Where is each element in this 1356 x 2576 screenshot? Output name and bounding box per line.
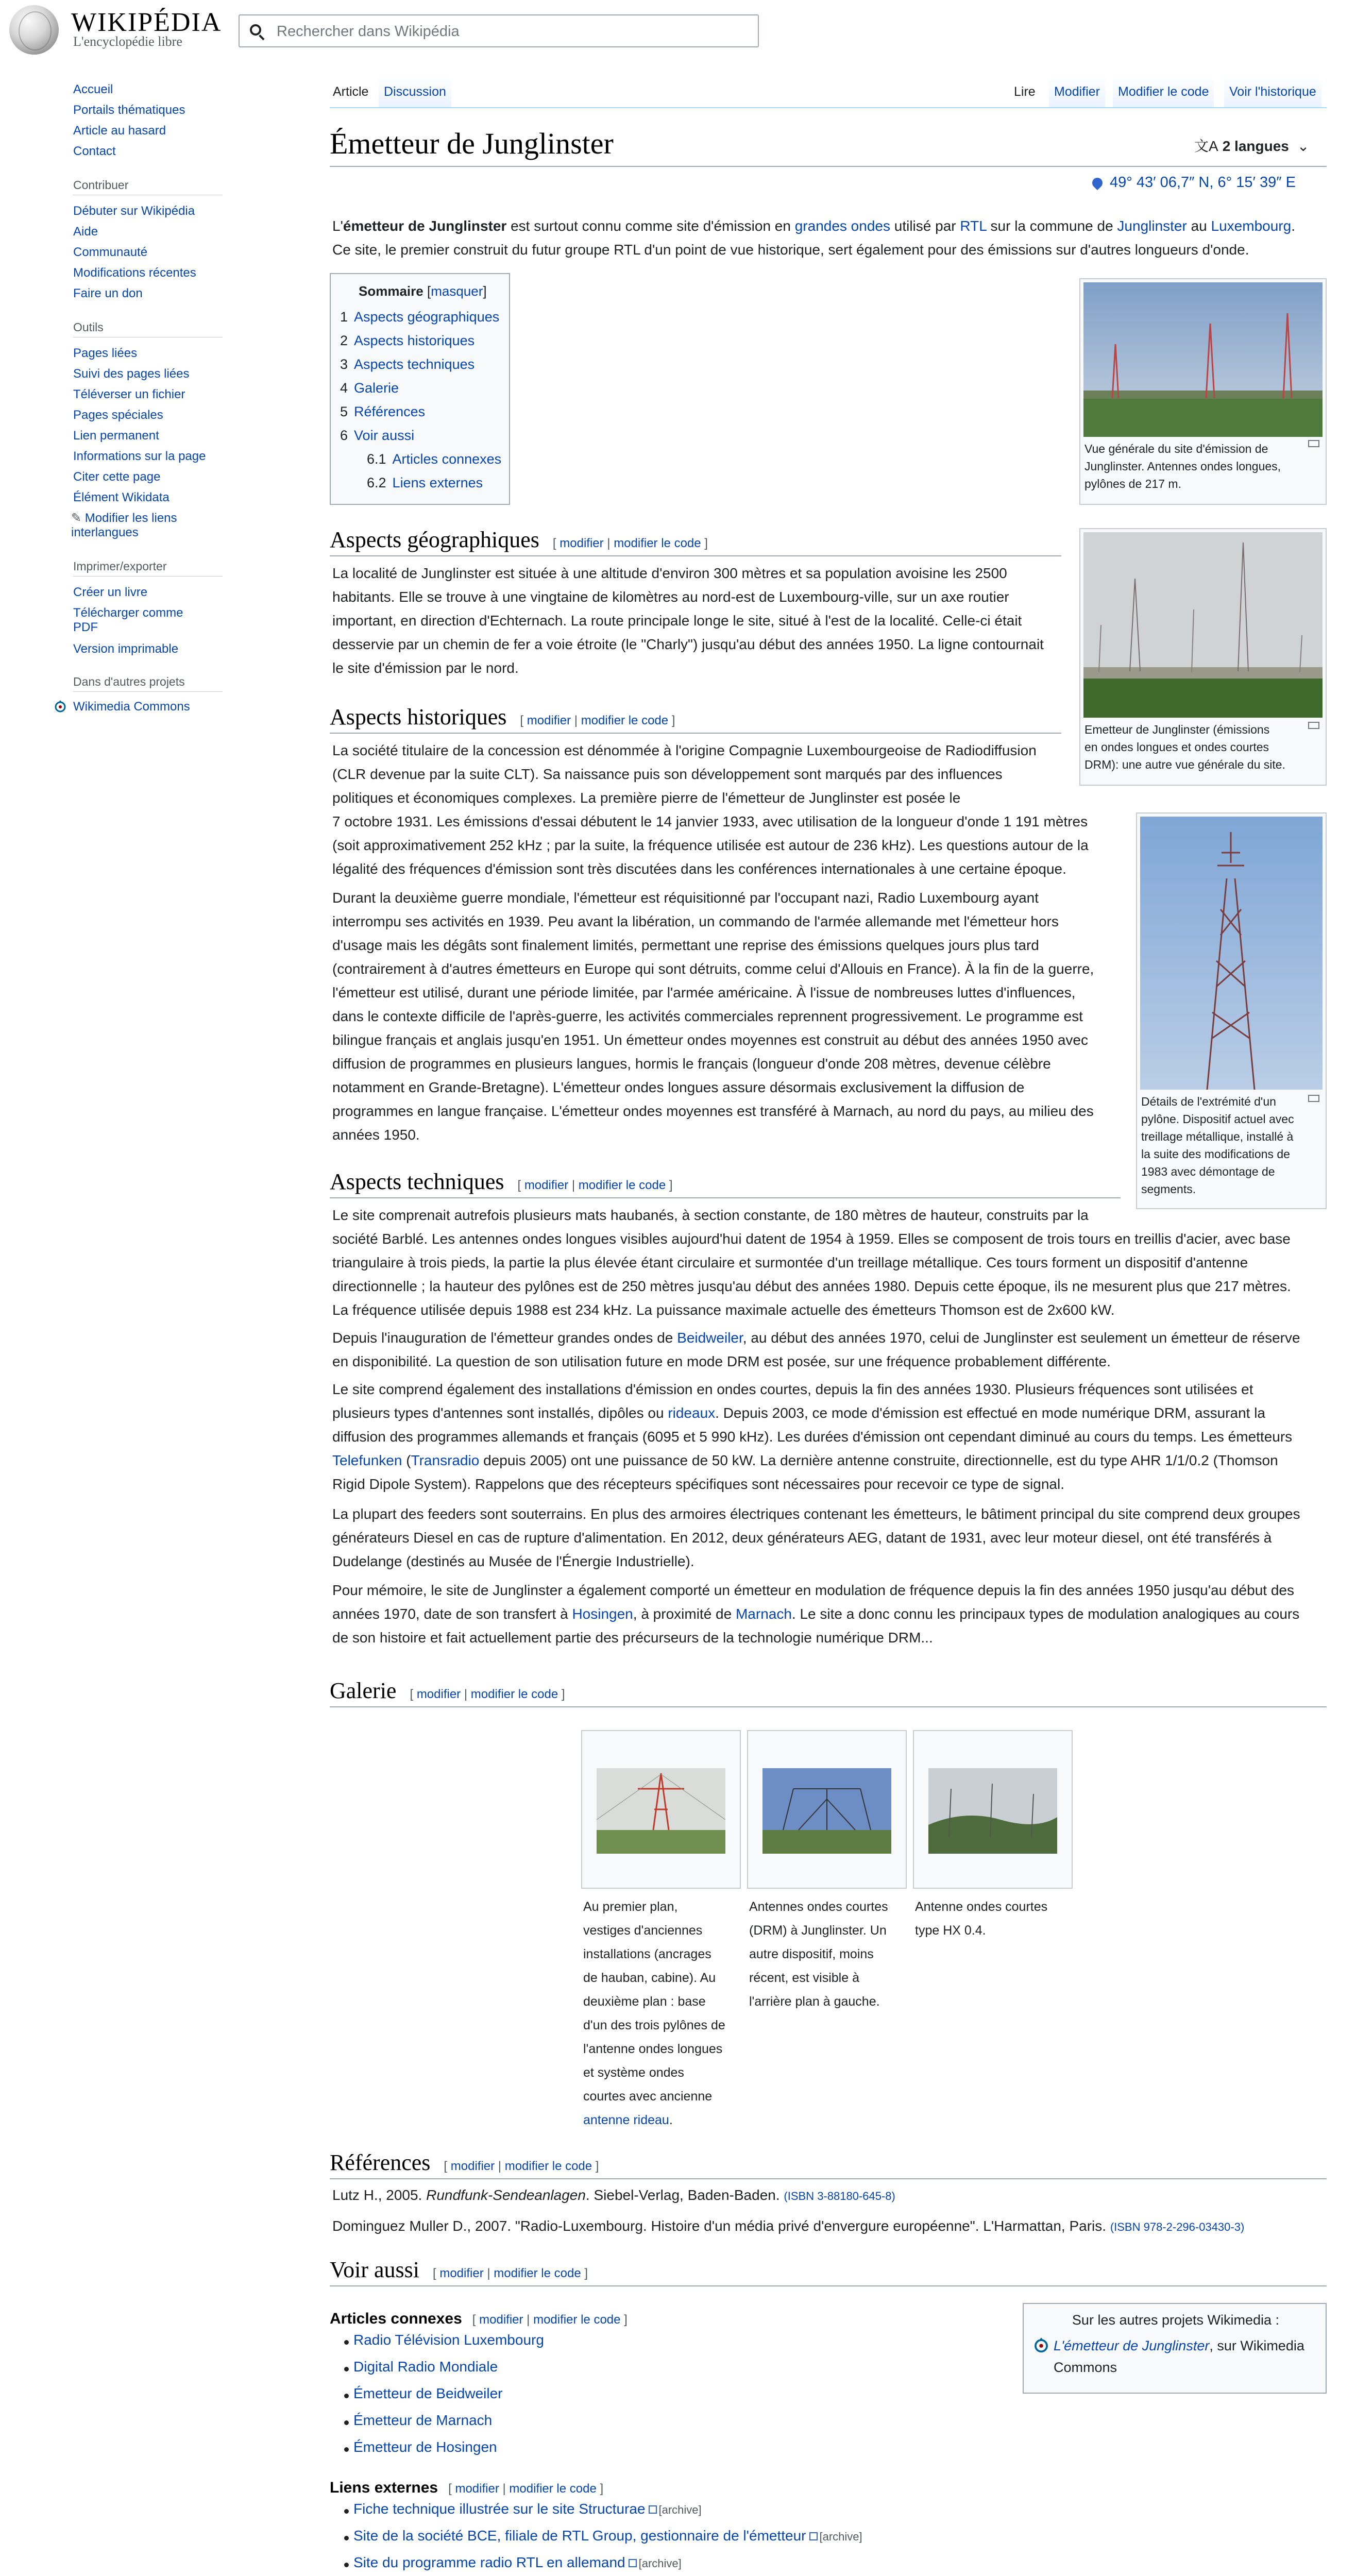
photo-hx-antenna[interactable]: [928, 1768, 1057, 1854]
section-heading-tech: [330, 1168, 673, 1195]
edit-code-link[interactable]: modifier le code: [504, 2159, 592, 2173]
external-link-item: [353, 2554, 682, 2571]
text: années 1970, date de son transfert à: [332, 1606, 572, 1622]
heading-divider: [330, 733, 1061, 734]
section-heading-refs: [330, 2149, 599, 2176]
text-line: diffusion de programmes en plusieurs langues, hormis le français (longueur d'onde 208 mètres, devenue célèbre: [332, 1056, 1051, 1072]
caption-line: segments.: [1141, 1182, 1196, 1196]
sidebar-item-pages-liees[interactable]: Pages liées: [73, 346, 138, 360]
link-hosingen[interactable]: Hosingen: [572, 1606, 633, 1622]
toc-num: 1: [340, 309, 348, 325]
subsection-heading-externes: [330, 2479, 603, 2497]
text-line: (soit approximativement 252 kHz ; par la suite, la fréquence utilisée est autour de 236 kHz). Les questions autour de la: [332, 837, 1089, 853]
commons-link[interactable]: L'émetteur de Junglinster: [1054, 2338, 1210, 2353]
caption-line: courtes avec ancienne: [583, 2089, 713, 2104]
related-article-link[interactable]: Émetteur de Hosingen: [353, 2439, 497, 2455]
edit-code-link[interactable]: modifier le code: [614, 536, 701, 550]
gallery-caption: [749, 1895, 907, 2013]
thumbnail-caption: [1084, 721, 1285, 773]
caption-line: pylônes de 217 m.: [1084, 477, 1181, 490]
text-line: Le site comprenait autrefois plusieurs mats haubanés, à section constante, de 180 mètres de hauteur, construits par la: [332, 1207, 1089, 1223]
toc-item[interactable]: [340, 333, 474, 348]
related-article-link[interactable]: Digital Radio Mondiale: [353, 2359, 498, 2375]
sidebar-heading-contribuer: Contribuer: [73, 178, 129, 192]
sidebar-heading-outils: Outils: [73, 320, 104, 334]
edit-link[interactable]: modifier: [560, 536, 604, 550]
text-line: interrompu ses activités en 1939. Peu avant la libération, un commando de l'armée allemande met l'émetteur hors: [332, 913, 1059, 929]
edit-links: [ modifier | modifier le code ]: [517, 1178, 673, 1192]
coordinates-link[interactable]: [1092, 174, 1296, 191]
text-line: 7 octobre 1931. Les émissions d'essai débutent le 14 janvier 1933, avec utilisation de la longueur d'onde 1 191 mètres: [332, 814, 1088, 829]
tech-paragraph-1: [332, 1204, 1291, 1322]
edit-link[interactable]: modifier: [416, 1687, 461, 1701]
text-line: le site d'émission par le nord.: [332, 660, 519, 676]
edit-code-link[interactable]: modifier le code: [470, 1687, 558, 1701]
caption-line: Au premier plan,: [583, 1900, 678, 1914]
heading-divider: [330, 2285, 1327, 2286]
text: Depuis l'inauguration de l'émetteur grandes ondes de: [332, 1330, 677, 1346]
text-line: notamment en Grande-Bretagne). L'émetteur ondes longues assure désormais exclusivement la diffusion de: [332, 1079, 1025, 1095]
caption-line: Emetteur de Junglinster (émissions: [1084, 723, 1270, 736]
edit-code-link[interactable]: modifier le code: [509, 2482, 597, 2496]
sidebar-item-citer[interactable]: Citer cette page: [73, 470, 161, 484]
tech-paragraph-5: [332, 1579, 1299, 1650]
caption-line: l'antenne ondes longues: [583, 2042, 723, 2056]
photo-towers-general[interactable]: [1083, 282, 1323, 437]
edit-code-link[interactable]: modifier le code: [533, 2313, 621, 2327]
section-heading-galerie: [330, 1677, 565, 1704]
sidebar-item-pages-speciales[interactable]: Pages spéciales: [73, 408, 163, 422]
edit-code-link[interactable]: modifier le code: [578, 1178, 666, 1192]
toc-item[interactable]: [340, 357, 474, 372]
sidebar-item-pdf[interactable]: Télécharger comme PDF: [73, 606, 183, 634]
tab-modifier-code[interactable]: Modifier le code: [1113, 76, 1214, 107]
text-line: en disponibilité. La question de son utilisation future en mode DRM est posée, sur une fréquence probablement différente.: [332, 1353, 1111, 1369]
thumbnail-caption: [1084, 440, 1281, 493]
table-of-contents: [330, 273, 510, 505]
toc-item[interactable]: [340, 380, 399, 396]
caption-line: treillage métallique, installé à: [1141, 1130, 1294, 1143]
link-junglinster[interactable]: Junglinster: [1117, 218, 1187, 234]
sidebar-item-wikidata[interactable]: Élément Wikidata: [73, 490, 170, 504]
edit-links: [ modifier | modifier le code ]: [444, 2159, 599, 2173]
search-box[interactable]: [239, 14, 759, 47]
text: L': [332, 218, 343, 234]
commons-icon: [1033, 2337, 1049, 2353]
text: . Siebel-Verlag, Baden-Baden.: [585, 2187, 784, 2203]
bullet: [344, 2367, 349, 2371]
coordinates-text: 49° 43′ 06,7″ N, 6° 15′ 39″ E: [1110, 174, 1296, 191]
hist-paragraph-2: [332, 886, 1094, 1147]
caption-line: et système ondes: [583, 2065, 684, 2080]
text-line: (CLR devenue par la suite CLT). Sa naissance puis son développement sont marqués par des influences: [332, 766, 1003, 782]
chevron-down-icon: ⌄: [1297, 138, 1310, 154]
external-link[interactable]: Site du programme radio RTL en allemand: [353, 2554, 625, 2570]
section-heading-voir: [330, 2257, 588, 2283]
caption-line: de hauban, cabine). Au: [583, 1971, 716, 1985]
external-link-icon: [649, 2505, 657, 2514]
text-line: dans le contexte difficile de l'après-guerre, les activités commerciales reprennent progressivement. Le programme est: [332, 1008, 1083, 1024]
toc-item[interactable]: [367, 475, 483, 490]
toc-num: 4: [340, 380, 348, 396]
text-line: La société titulaire de la concession est dénommée à l'origine Compagnie Luxembourgeoise de Radiodiffusion: [332, 742, 1037, 758]
commons-entry: [1054, 2335, 1304, 2378]
enlarge-icon[interactable]: [1308, 722, 1319, 729]
heading-text: Liens externes: [330, 2479, 438, 2496]
heading-divider: [330, 555, 1061, 556]
bullet: [344, 2536, 349, 2540]
caption-line: l'arrière plan à gauche.: [749, 1994, 880, 2009]
toc-link[interactable]: Références: [354, 404, 426, 419]
sidebar-item-aide[interactable]: Aide: [73, 225, 98, 239]
italic-text: Rundfunk-Sendeanlagen: [426, 2187, 586, 2203]
text-line: triangulaire à trois pieds, la partie la plus élevée étant circulaire et surmontée d'un treillage métallique. Ces tours forment un dispositif d'antenne: [332, 1255, 1248, 1270]
external-link-icon: [629, 2559, 637, 2567]
language-button[interactable]: [1194, 135, 1309, 156]
external-link[interactable]: Site de la société BCE, filiale de RTL Group, gestionnaire de l'émetteur: [353, 2528, 806, 2544]
heading-text: Aspects historiques: [330, 704, 507, 730]
text: Dominguez Muller D., 2007. "Radio-Luxembourg. Histoire d'un média privé d'envergure européenne". L'Harmattan, Paris.: [332, 2218, 1110, 2234]
text-line: directionnelle ; la hauteur des pylônes est de 250 mètres jusqu'au début des années 1980. Depuis cette époque, ils ne mesurent plus que 217 mètres.: [332, 1278, 1291, 1294]
text: au: [1186, 218, 1211, 234]
text: .: [669, 2113, 673, 2127]
sidebar-item-communaute[interactable]: Communauté: [73, 245, 148, 259]
toc-num: 6.1: [367, 451, 386, 467]
link-marnach[interactable]: Marnach: [735, 1606, 792, 1622]
caption-line: deuxième plan : base: [583, 1994, 706, 2009]
bullet: [344, 2340, 349, 2345]
page-title: Émetteur de Junglinster: [330, 127, 614, 160]
heading-text: Articles connexes: [330, 2310, 462, 2327]
text: . Depuis 2003, ce mode d'émission est effectué en mode numérique DRM, assurant la: [715, 1405, 1265, 1421]
sidebar-item-accueil[interactable]: Accueil: [73, 82, 113, 96]
text-line: desservie par un chemin de fer a voie étroite (le "Charly") jusqu'au début des années 1950. La ligne contournait: [332, 636, 1044, 652]
caption-line: Antenne ondes courtes: [915, 1900, 1048, 1914]
archive-link[interactable]: [archive]: [819, 2530, 862, 2543]
toc-link[interactable]: Aspects géographiques: [354, 309, 500, 325]
section-heading-geo: [330, 527, 708, 553]
thumbnail-figure: [1136, 812, 1327, 1209]
toc-num: 6: [340, 428, 348, 443]
text: . Le site a donc connu les principaux types de modulation analogiques au cours: [791, 1606, 1300, 1622]
link-luxembourg[interactable]: Luxembourg: [1211, 218, 1292, 234]
edit-links: [ modifier | modifier le code ]: [472, 2313, 628, 2327]
edit-links: [ modifier | modifier le code ]: [448, 2482, 604, 2496]
text-line: années 1950.: [332, 1127, 420, 1143]
toc-item[interactable]: [340, 309, 499, 325]
sidebar-heading-imprimer: Imprimer/exporter: [73, 560, 167, 573]
toc-link[interactable]: Galerie: [354, 380, 399, 396]
sidebar-item-contact[interactable]: Contact: [73, 144, 116, 158]
tech-paragraph-4: [332, 1502, 1300, 1573]
text-line: Le site comprend également des installations d'émission en ondes courtes, depuis la fin des années 1930. Plusieurs fréquences sont utilisées et: [332, 1381, 1253, 1397]
toc-num: 6.2: [367, 475, 386, 490]
toc-link[interactable]: Articles connexes: [392, 451, 502, 467]
hist-paragraph-1: [332, 739, 1089, 881]
gallery-item: [913, 1730, 1073, 1889]
sidebar-heading-autres-projets: Dans d'autres projets: [73, 675, 185, 688]
sidebar-divider: [73, 576, 223, 577]
toc-item[interactable]: [340, 404, 425, 419]
sidebar-item-creer-livre[interactable]: Créer un livre: [73, 585, 148, 599]
text: , à proximité de: [633, 1606, 736, 1622]
edit-links: [ modifier | modifier le code ]: [520, 714, 675, 727]
caption-line: pylône. Dispositif actuel avec: [1141, 1112, 1294, 1126]
text-line: important, en direction d'Echternach. La route principale longe le site, situé à l'est de la localité. Celle-ci était: [332, 613, 1022, 629]
edit-links: [ modifier | modifier le code ]: [552, 536, 708, 550]
external-link-item: [353, 2528, 862, 2544]
caption-line: en ondes longues et ondes courtes: [1084, 740, 1269, 754]
external-link[interactable]: Fiche technique illustrée sur le site Structurae: [353, 2501, 646, 2517]
sidebar-divider: [73, 691, 223, 692]
caption-line: Détails de l'extrémité d'un: [1141, 1095, 1276, 1108]
photo-pylon-top[interactable]: [1140, 817, 1323, 1090]
bullet: [344, 2509, 349, 2514]
tab-historique[interactable]: Voir l'historique: [1224, 76, 1321, 107]
heading-text: Galerie: [330, 1678, 397, 1703]
text-line: habitants. Elle se trouve à une vingtaine de kilomètres au nord-est de Luxembourg-ville, sur un axe routier: [332, 589, 1009, 605]
related-article-link[interactable]: Émetteur de Beidweiler: [353, 2385, 503, 2401]
photo-drm-antennas[interactable]: [762, 1768, 891, 1854]
map-pin-icon: [1090, 176, 1105, 190]
section-heading-hist: [330, 704, 675, 730]
caption-line: (DRM) à Junglinster. Un: [749, 1923, 887, 1938]
photo-site-other-view[interactable]: [1083, 532, 1323, 718]
tech-paragraph-2: [332, 1326, 1300, 1374]
edit-code-link[interactable]: modifier le code: [494, 2266, 581, 2280]
edit-link[interactable]: modifier: [450, 2159, 495, 2173]
wordmark[interactable]: WIKIPÉDIA: [71, 8, 222, 37]
text: depuis 2005) ont une puissance de 50 kW. La dernière antenne construite, directionnelle, est du type AHR 1/1/0.2 (Thomson: [479, 1452, 1278, 1468]
edit-code-link[interactable]: modifier le code: [581, 714, 669, 727]
caption-line: Junglinster. Antennes ondes longues,: [1084, 460, 1281, 473]
sidebar-item-televerser[interactable]: Téléverser un fichier: [73, 387, 185, 401]
title-divider: [330, 166, 1327, 167]
gallery-item: [747, 1730, 907, 1889]
translate-icon: 文A: [1194, 138, 1218, 154]
toc-header: Sommaire [masquer]: [359, 283, 487, 299]
tab-discussion[interactable]: Discussion: [379, 76, 451, 107]
text-line: Dudelange (destinés au Musée de l'Énergie Industrielle).: [332, 1553, 694, 1569]
toc-link[interactable]: Liens externes: [392, 475, 483, 490]
caption-line: 1983 avec démontage de: [1141, 1165, 1275, 1178]
toc-title: Sommaire: [359, 283, 423, 299]
text-line: diffusion des programmes allemands et français (6095 et 5 990 kHz). Les durées d'émission ont cependant diminué au cours du temps. Les émetteurs: [332, 1429, 1293, 1445]
caption-line: installations (ancrages: [583, 1947, 711, 1961]
toc-num: 2: [340, 333, 348, 348]
caption-line: Antennes ondes courtes: [749, 1900, 888, 1914]
text: Lutz H., 2005.: [332, 2187, 427, 2203]
text-line: Rigid Dipole System). Rappelons que des récepteurs spécifiques sont nécessaires pour recevoir ce type de signal.: [332, 1476, 1064, 1492]
caption-line: d'un des trois pylônes de: [583, 2018, 725, 2032]
caption-line: la suite des modifications de: [1141, 1147, 1290, 1161]
sister-projects-box: [1023, 2303, 1327, 2394]
text-line: société Barblé. Les antennes ondes longues visibles aujourd'hui datent de 1954 à 1959. Elles se composent de trois tours en treillis d'acier, avec base: [332, 1231, 1291, 1247]
text-line: légalité des fréquences d'émission sont très discutées dans les conférences internationales à une certaine époque.: [332, 861, 1066, 877]
thumbnail-caption: [1141, 1093, 1294, 1198]
sister-projects-heading: Sur les autres projets Wikimedia :: [1072, 2312, 1280, 2328]
thumbnail-figure: [1079, 278, 1327, 505]
related-article-link[interactable]: Radio Télévision Luxembourg: [353, 2332, 544, 2348]
text-line: bilingue français et anglais jusqu'en 1951. Un émetteur ondes moyennes est construit au début des années 1950 avec: [332, 1032, 1088, 1048]
edit-link[interactable]: modifier: [479, 2313, 523, 2327]
wikipedia-globe-logo[interactable]: [9, 5, 59, 55]
text-line: politiques et économiques complexes. La première pierre de l'émetteur de Junglinster est posée le: [332, 790, 961, 806]
toc-num: 5: [340, 404, 348, 419]
text-line: générateurs Diesel en cas de rupture d'alimentation. En 2012, deux générateurs AEG, datant de 1931, avec leur moteur diesel, ont été transférés à: [332, 1530, 1272, 1546]
bold-text: émetteur de Junglinster: [343, 218, 507, 234]
text: .: [1291, 218, 1295, 234]
edit-link[interactable]: modifier: [524, 1178, 569, 1192]
isbn-link[interactable]: (ISBN 978-2-296-03430-3): [1110, 2221, 1245, 2233]
intro-paragraph: [332, 214, 1295, 262]
external-link-icon: [809, 2532, 818, 2540]
enlarge-icon[interactable]: [1308, 440, 1319, 447]
sidebar-item-portails[interactable]: Portails thématiques: [73, 103, 185, 117]
tech-paragraph-3: [332, 1378, 1292, 1496]
sidebar-item-suivi[interactable]: Suivi des pages liées: [73, 367, 190, 381]
sidebar-item-don[interactable]: Faire un don: [73, 286, 143, 300]
reference-2: [332, 2214, 1244, 2239]
text: sur la commune de: [986, 218, 1117, 234]
text-line: de son histoire et fait actuellement partie des précurseurs de la technologie numérique DRM...: [332, 1630, 933, 1646]
subsection-heading-connexes: [330, 2310, 628, 2328]
sidebar-item-commons[interactable]: Wikimedia Commons: [73, 700, 190, 714]
toc-link[interactable]: Aspects historiques: [354, 333, 475, 348]
edit-links: [ modifier | modifier le code ]: [432, 2266, 588, 2280]
toc-item[interactable]: [367, 451, 501, 467]
sidebar-item-debuter[interactable]: Débuter sur Wikipédia: [73, 204, 195, 218]
edit-links: [ modifier | modifier le code ]: [410, 1687, 565, 1701]
tagline: L'encyclopédie libre: [73, 34, 182, 49]
text-line: Commons: [1054, 2360, 1117, 2375]
sidebar-item-label: Modifier les liens interlangues: [71, 511, 177, 539]
tab-article[interactable]: Article: [328, 76, 374, 107]
toc-item[interactable]: [340, 428, 414, 443]
language-count: 2 langues: [1222, 138, 1289, 154]
gallery-item: [581, 1730, 741, 1889]
heading-text: Voir aussi: [330, 2257, 419, 2282]
isbn-link[interactable]: (ISBN 3-88180-645-8): [784, 2190, 895, 2202]
toc-link[interactable]: Voir aussi: [354, 428, 415, 443]
text: plusieurs types d'antennes sont installés, dipôles ou: [332, 1405, 668, 1421]
enlarge-icon[interactable]: [1308, 1095, 1319, 1102]
toc-link[interactable]: Aspects techniques: [354, 357, 475, 372]
search-input[interactable]: [276, 20, 741, 43]
edit-link[interactable]: modifier: [455, 2482, 499, 2496]
caption-line: récent, est visible à: [749, 1971, 859, 1985]
external-link-item: [353, 2501, 702, 2517]
text-line: programmes en langue française. L'émetteur ondes moyennes est transféré à Marnach, au nord du pays, au milieu des: [332, 1103, 1094, 1119]
bullet: [344, 2563, 349, 2567]
text-line: Durant la deuxième guerre mondiale, l'émetteur est réquisitionné par l'occupant nazi, Radio Luxembourg ayant: [332, 890, 1039, 906]
search-icon: [250, 24, 261, 36]
tab-modifier[interactable]: Modifier: [1049, 76, 1105, 107]
caption-line: autre dispositif, moins: [749, 1947, 874, 1961]
bullet: [344, 2447, 349, 2452]
sidebar-item-lien-permanent[interactable]: Lien permanent: [73, 429, 159, 443]
text: est surtout connu comme site d'émission en: [506, 218, 795, 234]
text: , sur Wikimedia: [1209, 2338, 1304, 2353]
text-line: d'usage mais les dégâts sont finalement limités, permettant une reprise des émissions quelques jours plus tard: [332, 937, 1039, 953]
heading-text: Références: [330, 2150, 431, 2175]
related-article-link[interactable]: Émetteur de Marnach: [353, 2412, 493, 2428]
text-line: Pour mémoire, le site de Junglinster a également comporté un émetteur en modulation de fréquence depuis la fin des années 1950 jusqu'au début des: [332, 1582, 1294, 1598]
text-line: (contrairement à d'autres émetteurs en Europe qui sont détruits, comme celui d'Allouis en France). À la fin de la guerre,: [332, 961, 1094, 977]
edit-link[interactable]: modifier: [527, 714, 571, 727]
gallery-caption: [915, 1895, 1073, 1942]
link-rideaux[interactable]: rideaux: [668, 1405, 716, 1421]
sidebar-item-informations[interactable]: Informations sur la page: [73, 449, 206, 463]
text: , au début des années 1970, celui de Junglinster est seulement un émetteur de réserve: [742, 1330, 1300, 1346]
toc-hide-link[interactable]: masquer: [431, 283, 483, 299]
bullet: [344, 2420, 349, 2425]
thumbnail-figure: [1079, 528, 1327, 786]
edit-link[interactable]: modifier: [439, 2266, 484, 2280]
photo-pylon-base[interactable]: [597, 1768, 725, 1854]
archive-link[interactable]: [archive]: [658, 2503, 702, 2516]
sidebar-item-hasard[interactable]: Article au hasard: [73, 124, 166, 138]
link-telefunken[interactable]: Telefunken: [332, 1452, 402, 1468]
heading-divider: [330, 2178, 1327, 2179]
commons-icon: [54, 700, 67, 713]
heading-text: Aspects géographiques: [330, 527, 539, 552]
heading-divider: [330, 1706, 1327, 1707]
bullet: [344, 2394, 349, 2398]
text-line: La plupart des feeders sont souterrains. En plus des armoires électriques contenant les émetteurs, le bâtiment principal du site comprend deux groupes: [332, 1506, 1300, 1522]
heading-text: Aspects techniques: [330, 1169, 504, 1194]
text-line: l'émetteur est utilisé, durant une période limitée, par l'armée américaine. À l'issue de nombreuses luttes d'influences,: [332, 985, 1076, 1001]
text: utilisé par: [890, 218, 960, 234]
link-beidweiler[interactable]: Beidweiler: [677, 1330, 743, 1346]
text: (: [402, 1452, 411, 1468]
link-rtl[interactable]: RTL: [960, 218, 987, 234]
archive-link[interactable]: [archive]: [638, 2557, 682, 2570]
sidebar-item-imprimable[interactable]: Version imprimable: [73, 642, 179, 656]
link-grandes-ondes[interactable]: grandes ondes: [794, 218, 890, 234]
heading-divider: [330, 1197, 1121, 1198]
caption-line: Vue générale du site d'émission de: [1084, 442, 1268, 455]
pencil-icon: ✎: [71, 511, 82, 525]
text-line: La localité de Junglinster est située à une altitude d'environ 300 mètres et sa population avoisine les 2500: [332, 565, 1007, 581]
toc-num: 3: [340, 357, 348, 372]
tabs-divider: [330, 107, 1327, 108]
sidebar-item-modifs-recentes[interactable]: Modifications récentes: [73, 266, 196, 280]
link-transradio[interactable]: Transradio: [411, 1452, 480, 1468]
caption-line: type HX 0.4.: [915, 1923, 986, 1938]
intro-line: Ce site, le premier construit du futur groupe RTL d'un point de vue historique, sert également pour des émissions sur d'autres longueurs d'onde.: [332, 242, 1249, 258]
geo-paragraph: [332, 562, 1044, 680]
caption-line: vestiges d'anciennes: [583, 1923, 703, 1938]
tab-lire[interactable]: Lire: [1009, 76, 1041, 107]
text-line: La fréquence utilisée depuis 1988 est 234 kHz. La puissance maximale actuelle des émetteurs Thomson est de 2x600 kW.: [332, 1302, 1115, 1318]
gallery-caption: [583, 1895, 741, 2132]
link-antenne-rideau[interactable]: antenne rideau: [583, 2113, 669, 2127]
caption-line: DRM): une autre vue générale du site.: [1084, 758, 1285, 771]
sidebar-item-interlang[interactable]: [71, 511, 215, 540]
reference-1: [332, 2183, 895, 2208]
